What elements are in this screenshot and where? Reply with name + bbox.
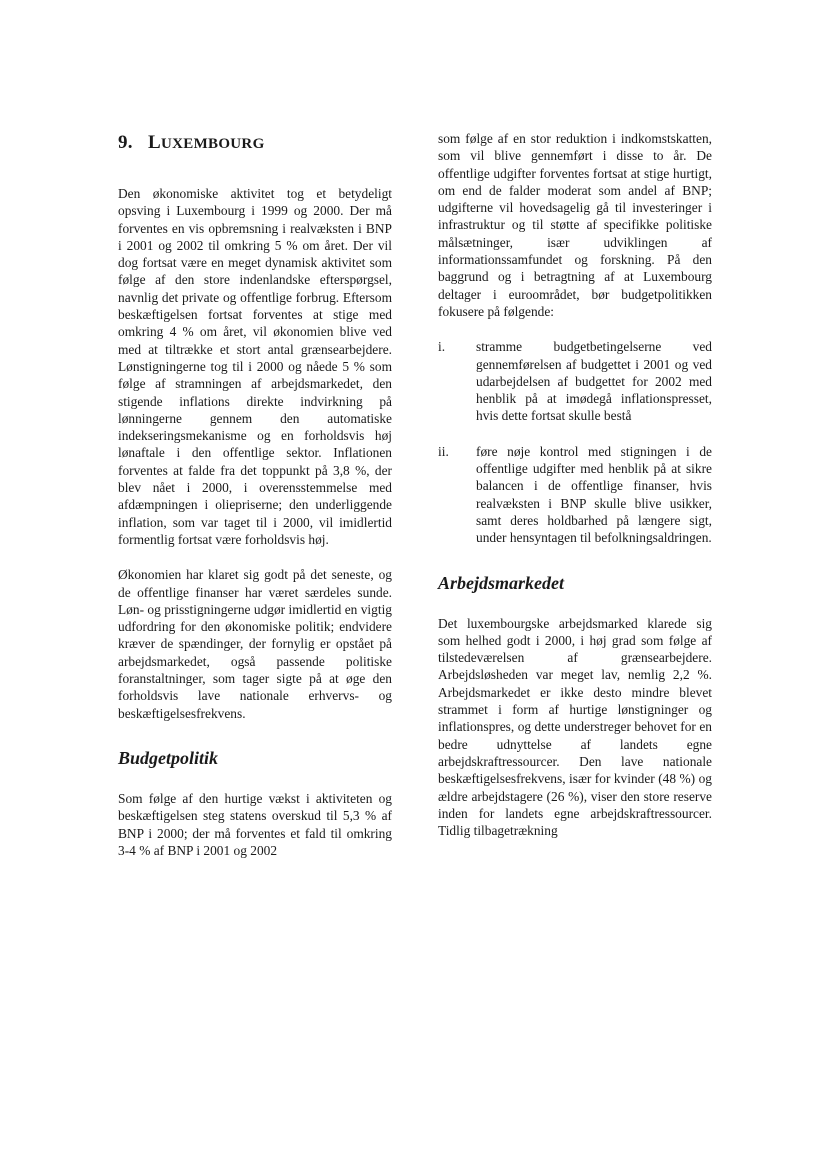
policy-list (438, 338, 712, 546)
list-item-text: stramme budgetbetingelserne ved gennemførelsen af budgettet i 2001 og ved udarbejdelsen af budgettet for 2002 med henblik på at imødegå inflationspresset, hvis dette fortsat skulle bestå (476, 339, 712, 424)
list-item-number: ii. (438, 443, 449, 459)
paragraph: Den økonomiske aktivitet tog et betydeligt opsving i Luxembourg i 1999 og 2000. Der må forventes en vis opbremsning i realvæksten i BNP i 2001 og 2002 til omkring 5 % om året. Der vil dog fortsat være en meget dynamisk aktivitet som følge af den store indenlandske efterspørgsel, navnlig det private og offentlige forbrug. Eftersom beskæftigelsen fortsat forventes at stige med omkring 4 % om året, vil økonomien blive ved med at tiltrække et stort antal grænsearbejdere. Lønstigningerne tog til i 2000 og nåede 5 % som følge af stramningen af arbejdsmarkedet, den stigende inflations direkte indvirkning på lønningerne gennem den automatiske indekseringsmekanisme og en forholdsvis høj lønaftale i den offentlige sektor. Inflationen forventes at falde fra det toppunkt på 3,8 %, der blev nået i 2000, i overensstemmelse med afdæmpningen i oliepriserne; den underliggende inflation, som var taget til i 2000, vil imidlertid formentlig fortsat være forholdsvis høj. (118, 186, 392, 547)
heading-budgetpolitik: Budgetpolitik (118, 747, 219, 768)
section-title (118, 132, 392, 154)
section-number: 9. (118, 132, 133, 153)
right-column (438, 130, 712, 857)
section-title-rest: UXEMBOURG (161, 136, 265, 152)
list-item (438, 443, 712, 547)
list-item-number: i. (438, 339, 446, 355)
section-title-initial: L (148, 132, 161, 153)
list-item-text: føre nøje kontrol med stigningen i de offentlige udgifter med henblik på at sikre balancen i de offentlige finanser, hvis realvæksten i BNP skulle blive usikker, samt deres holdbarhed på længere sigt, under hensyntagen til befolkningsaldringen. (476, 443, 712, 546)
paragraph: som følge af en stor reduktion i indkomstskatten, som vil blive gennemført i disse to år. De offentlige udgifter forventes fortsat at stige hurtigt, om end de falder moderat som andel af BNP; udgifterne vil hovedsagelig gå til investeringer i infrastruktur og til støtte af specifikke politiske målsætninger, især udviklingen af informationssamfundet og forskning. På den baggrund og i betragtning af at Luxembourg deltager i euroområdet, bør budgetpolitikken fokusere på følgende: (438, 131, 712, 319)
paragraph: Økonomien har klaret sig godt på det seneste, og de offentlige finanser har været særdeles sunde. Løn- og prisstigningerne udgør imidlertid en vigtig udfordring for den økonomiske politik; endvidere kræver de spændinger, der fornylig er opstået på arbejdsmarkedet, også passende politiske foranstaltninger, som tager sigte på at øge den forholdsvis lave nationale erhvervs- og beskæftigelsesfrekvens. (118, 567, 392, 721)
left-column (118, 130, 392, 877)
paragraph: Som følge af den hurtige vækst i aktiviteten og beskæftigelsen steg statens overskud til 5,3 % af BNP i 2000; der må forventes et fald til omkring 3-4 % af BNP i 2001 og 2002 (118, 790, 392, 858)
list-item (438, 338, 712, 424)
paragraph: Det luxembourgske arbejdsmarked klarede sig som helhed godt i 2000, i høj grad som følge af tilstedeværelsen af grænsearbejdere. Arbejdsløsheden var meget lav, nemlig 2,2 %. Arbejdsmarkedet er ikke desto mindre blevet strammet i form af hurtige lønstigninger og inflationspres, og dette understreger behovet for en bedre udnyttelse af landets egne arbejdskraftressourcer. Den lave nationale beskæftigelsesfrekvens, især for kvinder (48 %) og ældre arbejdstagere (26 %), viser den store reserve inden for landets egne arbejdskraftressourcer. Tidlig tilbagetrækning (438, 615, 712, 839)
heading-arbejdsmarkedet: Arbejdsmarkedet (438, 572, 564, 593)
